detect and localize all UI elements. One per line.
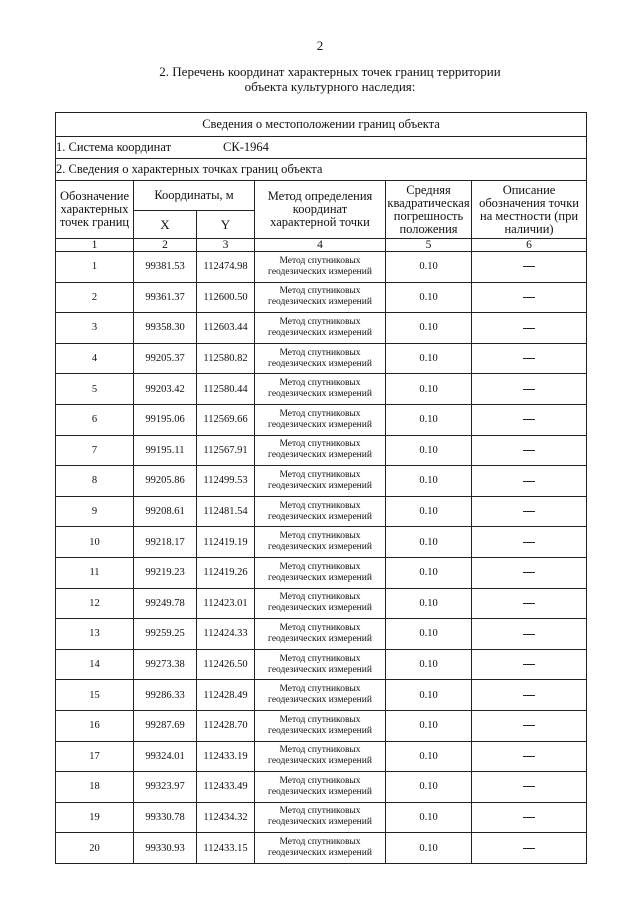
method-line: Метод спутниковых xyxy=(279,684,361,695)
column-number: 4 xyxy=(255,239,386,252)
method-cell xyxy=(255,527,386,558)
dash-mark xyxy=(523,542,535,543)
x-coordinate-cell: 99381.53 xyxy=(134,252,197,283)
method-line: геодезических измерений xyxy=(268,725,372,736)
dash-mark xyxy=(523,817,535,818)
method-line: Метод спутниковых xyxy=(279,255,361,266)
method-cell xyxy=(255,252,386,283)
method-line: геодезических измерений xyxy=(268,358,372,369)
method-cell xyxy=(255,557,386,588)
description-cell xyxy=(472,282,587,313)
y-coordinate-cell: 112600.50 xyxy=(197,282,255,313)
method-cell xyxy=(255,282,386,313)
method-cell xyxy=(255,649,386,680)
description-cell xyxy=(472,557,587,588)
table-banner-row xyxy=(56,113,587,137)
method-line: геодезических измерений xyxy=(268,511,372,522)
method-line: геодезических измерений xyxy=(268,297,372,308)
point-number-cell: 1 xyxy=(56,252,134,283)
point-number-cell: 9 xyxy=(56,496,134,527)
method-line: Метод спутниковых xyxy=(279,806,361,817)
y-coordinate-cell: 112428.49 xyxy=(197,680,255,711)
y-coordinate-cell: 112428.70 xyxy=(197,710,255,741)
header-text: координат xyxy=(292,202,348,216)
x-coordinate-cell: 99249.78 xyxy=(134,588,197,619)
point-number-cell: 7 xyxy=(56,435,134,466)
method-cell xyxy=(255,374,386,405)
method-line: геодезических измерений xyxy=(268,450,372,461)
header-text: характерной точки xyxy=(270,215,370,229)
point-number-cell: 6 xyxy=(56,404,134,435)
point-number-cell: 15 xyxy=(56,680,134,711)
description-cell xyxy=(472,374,587,405)
description-cell xyxy=(472,435,587,466)
y-coordinate-cell: 112424.33 xyxy=(197,619,255,650)
mean-error-cell: 0.10 xyxy=(386,588,472,619)
mean-error-cell: 0.10 xyxy=(386,252,472,283)
mean-error-cell: 0.10 xyxy=(386,496,472,527)
description-cell xyxy=(472,649,587,680)
header-point-designation xyxy=(56,181,134,239)
method-cell xyxy=(255,741,386,772)
table-row xyxy=(56,772,587,803)
point-number-cell: 12 xyxy=(56,588,134,619)
header-text: характерных xyxy=(60,202,129,216)
header-text: Обозначение xyxy=(59,189,130,203)
method-line: Метод спутниковых xyxy=(279,775,361,786)
x-coordinate-cell: 99330.93 xyxy=(134,833,197,864)
table-row xyxy=(56,802,587,833)
table-row xyxy=(56,680,587,711)
x-coordinate-cell: 99205.37 xyxy=(134,343,197,374)
point-number-cell: 5 xyxy=(56,374,134,405)
dash-mark xyxy=(523,756,535,757)
method-line: Метод спутниковых xyxy=(279,837,361,848)
coord-system-label: 1. Система координат xyxy=(56,140,172,154)
mean-error-cell: 0.10 xyxy=(386,343,472,374)
method-line: Метод спутниковых xyxy=(279,469,361,480)
header-text: на местности (при xyxy=(480,208,579,223)
dash-mark xyxy=(523,328,535,329)
x-coordinate-cell: 99358.30 xyxy=(134,313,197,344)
description-cell xyxy=(472,833,587,864)
table-row xyxy=(56,252,587,283)
dash-mark xyxy=(523,266,535,267)
method-line: геодезических измерений xyxy=(268,664,372,675)
y-coordinate-cell: 112481.54 xyxy=(197,496,255,527)
method-line: геодезических измерений xyxy=(268,756,372,767)
column-number: 3 xyxy=(197,239,255,252)
mean-error-cell: 0.10 xyxy=(386,772,472,803)
table-row xyxy=(56,404,587,435)
mean-error-cell: 0.10 xyxy=(386,741,472,772)
header-coordinates: Координаты, м xyxy=(134,181,255,211)
table-row xyxy=(56,710,587,741)
table-row xyxy=(56,282,587,313)
method-line: геодезических измерений xyxy=(268,419,372,430)
y-coordinate-cell: 112419.26 xyxy=(197,557,255,588)
description-cell xyxy=(472,710,587,741)
x-coordinate-cell: 99273.38 xyxy=(134,649,197,680)
x-coordinate-cell: 99208.61 xyxy=(134,496,197,527)
method-cell xyxy=(255,466,386,497)
description-cell xyxy=(472,404,587,435)
header-mean-error xyxy=(386,181,472,239)
x-coordinate-cell: 99330.78 xyxy=(134,802,197,833)
column-number: 5 xyxy=(386,239,472,252)
method-cell xyxy=(255,435,386,466)
table-body xyxy=(56,252,587,864)
dash-mark xyxy=(523,450,535,451)
description-cell xyxy=(472,252,587,283)
table-row xyxy=(56,619,587,650)
point-number-cell: 13 xyxy=(56,619,134,650)
document-title-line2: объекта культурного наследия: xyxy=(244,79,416,94)
table-row xyxy=(56,557,587,588)
point-number-cell: 17 xyxy=(56,741,134,772)
column-number: 6 xyxy=(472,239,587,252)
x-coordinate-cell: 99205.86 xyxy=(134,466,197,497)
method-line: геодезических измерений xyxy=(268,786,372,797)
column-number: 1 xyxy=(56,239,134,252)
dash-mark xyxy=(523,695,535,696)
mean-error-cell: 0.10 xyxy=(386,710,472,741)
y-coordinate-cell: 112433.49 xyxy=(197,772,255,803)
method-line: Метод спутниковых xyxy=(279,439,361,450)
table-row xyxy=(56,343,587,374)
description-cell xyxy=(472,527,587,558)
method-cell xyxy=(255,404,386,435)
method-cell xyxy=(255,772,386,803)
method-cell xyxy=(255,619,386,650)
table-row xyxy=(56,374,587,405)
method-line: геодезических измерений xyxy=(268,327,372,338)
method-line: Метод спутниковых xyxy=(279,653,361,664)
method-cell xyxy=(255,802,386,833)
header-method xyxy=(255,181,386,239)
method-cell xyxy=(255,496,386,527)
y-coordinate-cell: 112426.50 xyxy=(197,649,255,680)
description-cell xyxy=(472,588,587,619)
y-coordinate-cell: 112474.98 xyxy=(197,252,255,283)
point-number-cell: 4 xyxy=(56,343,134,374)
table-row xyxy=(56,313,587,344)
dash-mark xyxy=(523,848,535,849)
description-cell xyxy=(472,466,587,497)
point-number-cell: 11 xyxy=(56,557,134,588)
method-line: геодезических измерений xyxy=(268,817,372,828)
description-cell xyxy=(472,313,587,344)
dash-mark xyxy=(523,481,535,482)
y-coordinate-cell: 112569.66 xyxy=(197,404,255,435)
table-row xyxy=(56,466,587,497)
mean-error-cell: 0.10 xyxy=(386,313,472,344)
table-row xyxy=(56,649,587,680)
table-row xyxy=(56,741,587,772)
dash-mark xyxy=(523,572,535,573)
mean-error-cell: 0.10 xyxy=(386,619,472,650)
dash-mark xyxy=(523,419,535,420)
table-row xyxy=(56,527,587,558)
header-x: X xyxy=(134,211,197,239)
table-row xyxy=(56,435,587,466)
dash-mark xyxy=(523,511,535,512)
x-coordinate-cell: 99195.06 xyxy=(134,404,197,435)
method-cell xyxy=(255,833,386,864)
point-number-cell: 16 xyxy=(56,710,134,741)
mean-error-cell: 0.10 xyxy=(386,833,472,864)
section-2-heading: 2. Сведения о характерных точках границ объекта xyxy=(56,159,587,181)
method-line: Метод спутниковых xyxy=(279,531,361,542)
mean-error-cell: 0.10 xyxy=(386,649,472,680)
header-text: Описание xyxy=(502,182,556,197)
method-line: геодезических измерений xyxy=(268,633,372,644)
method-cell xyxy=(255,710,386,741)
point-number-cell: 19 xyxy=(56,802,134,833)
description-cell xyxy=(472,772,587,803)
mean-error-cell: 0.10 xyxy=(386,680,472,711)
y-coordinate-cell: 112580.82 xyxy=(197,343,255,374)
y-coordinate-cell: 112419.19 xyxy=(197,527,255,558)
y-coordinate-cell: 112434.32 xyxy=(197,802,255,833)
mean-error-cell: 0.10 xyxy=(386,802,472,833)
mean-error-cell: 0.10 xyxy=(386,374,472,405)
boundary-coordinates-table xyxy=(55,112,587,864)
method-line: Метод спутниковых xyxy=(279,378,361,389)
coord-system-cell xyxy=(56,137,587,159)
header-row xyxy=(56,181,587,211)
mean-error-cell: 0.10 xyxy=(386,527,472,558)
description-cell xyxy=(472,496,587,527)
method-line: геодезических измерений xyxy=(268,389,372,400)
description-cell xyxy=(472,343,587,374)
mean-error-cell: 0.10 xyxy=(386,557,472,588)
method-line: геодезических измерений xyxy=(268,542,372,553)
page-number: 2 xyxy=(316,38,324,53)
coord-system-value: СК-1964 xyxy=(223,140,269,154)
dash-mark xyxy=(523,664,535,665)
x-coordinate-cell: 99361.37 xyxy=(134,282,197,313)
y-coordinate-cell: 112567.91 xyxy=(197,435,255,466)
method-line: Метод спутниковых xyxy=(279,316,361,327)
table-row xyxy=(56,496,587,527)
location-info-banner: Сведения о местоположении границ объекта xyxy=(56,113,587,137)
method-line: Метод спутниковых xyxy=(279,745,361,756)
dash-mark xyxy=(523,389,535,390)
y-coordinate-cell: 112499.53 xyxy=(197,466,255,497)
x-coordinate-cell: 99287.69 xyxy=(134,710,197,741)
method-line: Метод спутниковых xyxy=(279,286,361,297)
x-coordinate-cell: 99218.17 xyxy=(134,527,197,558)
dash-mark xyxy=(523,297,535,298)
description-cell xyxy=(472,680,587,711)
method-line: геодезических измерений xyxy=(268,603,372,614)
dash-mark xyxy=(523,603,535,604)
section-2-row xyxy=(56,159,587,181)
method-line: геодезических измерений xyxy=(268,695,372,706)
x-coordinate-cell: 99324.01 xyxy=(134,741,197,772)
mean-error-cell: 0.10 xyxy=(386,466,472,497)
header-text: точек границ xyxy=(59,215,130,229)
x-coordinate-cell: 99323.97 xyxy=(134,772,197,803)
method-line: Метод спутниковых xyxy=(279,622,361,633)
method-line: Метод спутниковых xyxy=(279,714,361,725)
x-coordinate-cell: 99203.42 xyxy=(134,374,197,405)
method-line: геодезических измерений xyxy=(268,480,372,491)
description-cell xyxy=(472,619,587,650)
header-text: погрешность xyxy=(393,208,464,223)
method-line: Метод спутниковых xyxy=(279,347,361,358)
header-text: обозначения точки xyxy=(479,195,579,210)
table-row xyxy=(56,833,587,864)
method-line: Метод спутниковых xyxy=(279,500,361,511)
method-line: Метод спутниковых xyxy=(279,561,361,572)
column-number-row xyxy=(56,239,587,252)
x-coordinate-cell: 99195.11 xyxy=(134,435,197,466)
point-number-cell: 18 xyxy=(56,772,134,803)
y-coordinate-cell: 112423.01 xyxy=(197,588,255,619)
point-number-cell: 20 xyxy=(56,833,134,864)
x-coordinate-cell: 99286.33 xyxy=(134,680,197,711)
description-cell xyxy=(472,741,587,772)
header-text: положения xyxy=(399,221,458,236)
x-coordinate-cell: 99219.23 xyxy=(134,557,197,588)
dash-mark xyxy=(523,725,535,726)
mean-error-cell: 0.10 xyxy=(386,404,472,435)
method-cell xyxy=(255,680,386,711)
method-line: геодезических измерений xyxy=(268,572,372,583)
description-cell xyxy=(472,802,587,833)
method-line: Метод спутниковых xyxy=(279,592,361,603)
y-coordinate-cell: 112603.44 xyxy=(197,313,255,344)
coord-system-row xyxy=(56,137,587,159)
y-coordinate-cell: 112433.15 xyxy=(197,833,255,864)
point-number-cell: 8 xyxy=(56,466,134,497)
dash-mark xyxy=(523,634,535,635)
dash-mark xyxy=(523,786,535,787)
header-text: квадратическая xyxy=(387,195,470,210)
table-row xyxy=(56,588,587,619)
method-cell xyxy=(255,588,386,619)
header-text: наличии) xyxy=(504,221,554,236)
method-line: Метод спутниковых xyxy=(279,408,361,419)
column-number: 2 xyxy=(134,239,197,252)
header-text: Метод определения xyxy=(267,189,373,203)
y-coordinate-cell: 112433.19 xyxy=(197,741,255,772)
method-cell xyxy=(255,343,386,374)
y-coordinate-cell: 112580.44 xyxy=(197,374,255,405)
dash-mark xyxy=(523,358,535,359)
header-text: Средняя xyxy=(406,182,451,197)
point-number-cell: 3 xyxy=(56,313,134,344)
document-title-line1: 2. Перечень координат характерных точек границ территории xyxy=(159,64,501,79)
point-number-cell: 10 xyxy=(56,527,134,558)
mean-error-cell: 0.10 xyxy=(386,435,472,466)
header-y: Y xyxy=(197,211,255,239)
document-title xyxy=(110,64,550,94)
mean-error-cell: 0.10 xyxy=(386,282,472,313)
header-description xyxy=(472,181,587,239)
point-number-cell: 14 xyxy=(56,649,134,680)
method-line: геодезических измерений xyxy=(268,848,372,859)
x-coordinate-cell: 99259.25 xyxy=(134,619,197,650)
method-cell xyxy=(255,313,386,344)
method-line: геодезических измерений xyxy=(268,266,372,277)
point-number-cell: 2 xyxy=(56,282,134,313)
